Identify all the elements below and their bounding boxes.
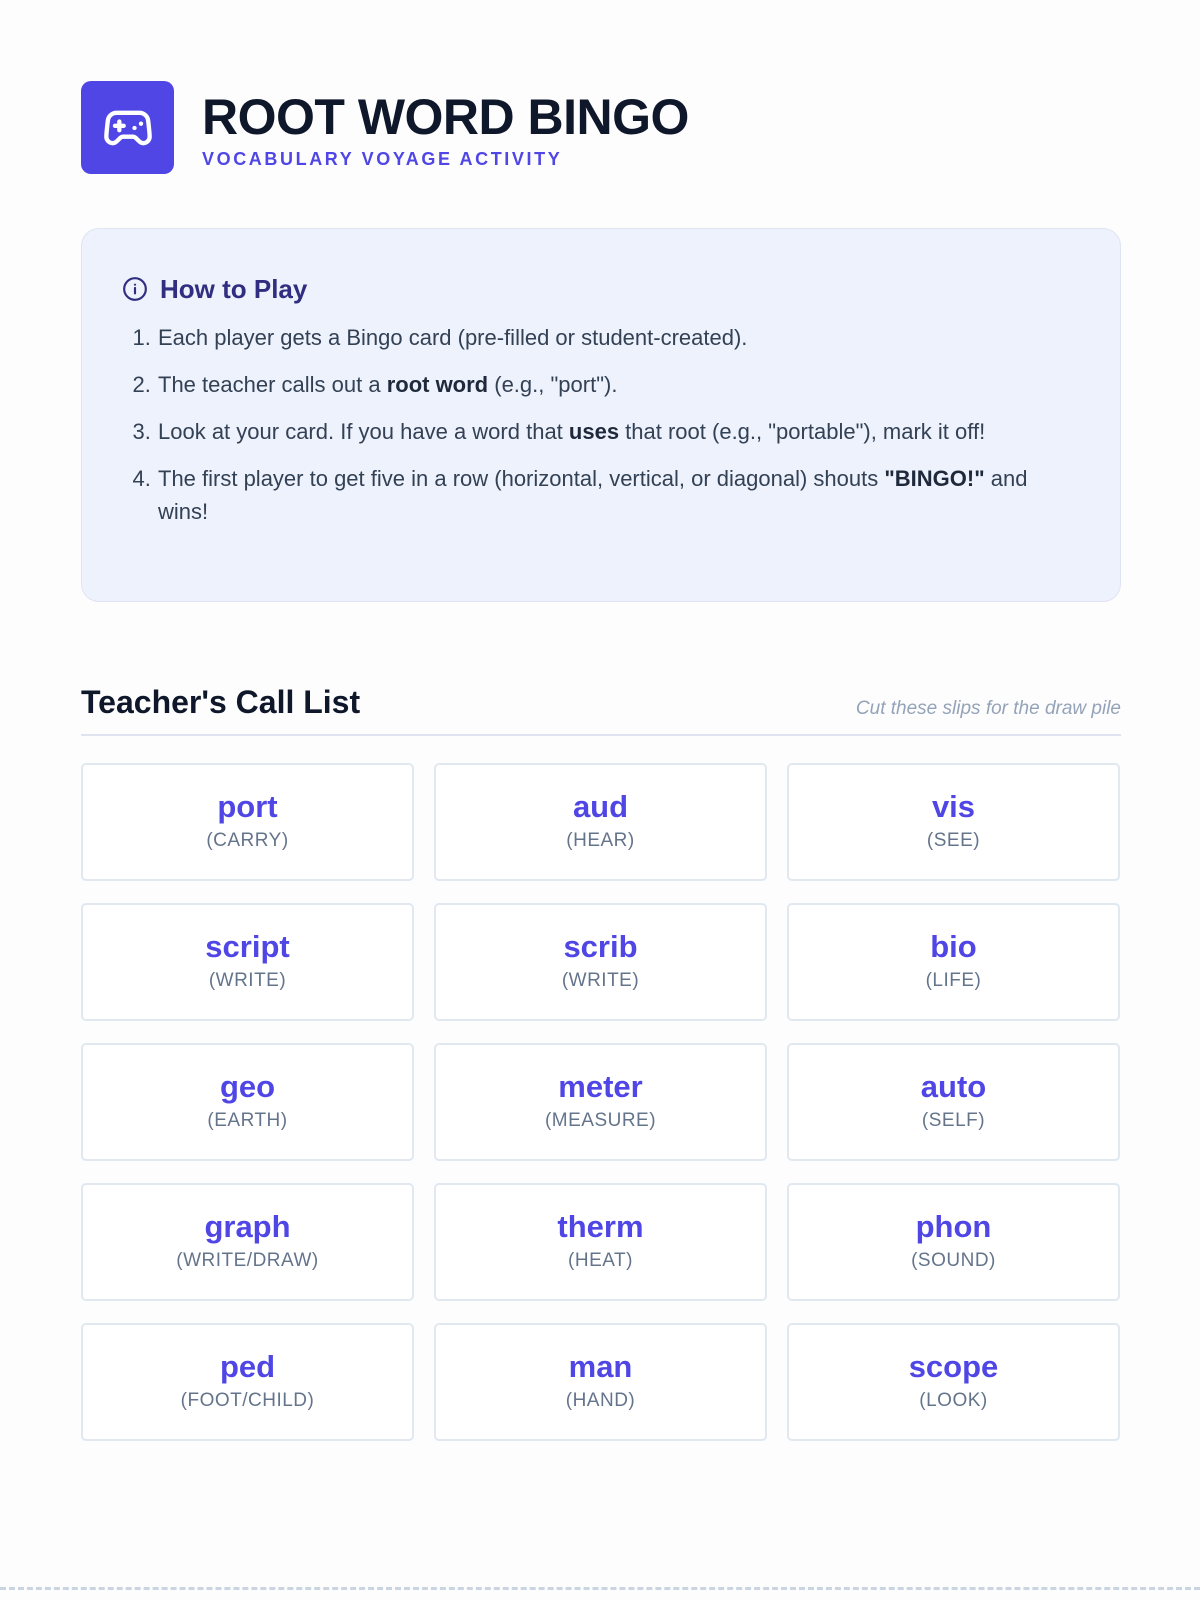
slip-meaning: (LIFE) bbox=[925, 969, 982, 991]
call-list-title: Teacher's Call List bbox=[81, 684, 361, 720]
call-list-header bbox=[81, 670, 1121, 736]
call-slip bbox=[787, 763, 1120, 881]
page-title: ROOT WORD BINGO bbox=[202, 88, 689, 145]
call-list-note: Cut these slips for the draw pile bbox=[855, 698, 1121, 719]
call-slip bbox=[787, 903, 1120, 1021]
call-slip bbox=[81, 903, 414, 1021]
slip-meaning: (SEE) bbox=[926, 829, 981, 851]
page-subtitle: VOCABULARY VOYAGE ACTIVITY bbox=[202, 148, 563, 169]
how-to-play-panel bbox=[81, 228, 1121, 602]
rules-list bbox=[122, 321, 1080, 528]
call-slip bbox=[81, 1323, 414, 1441]
rule-item: 3. Look at your card. If you have a word that uses that root (e.g., "portable"), mark it off! bbox=[157, 415, 1080, 448]
slip-meaning: (HEAR) bbox=[566, 829, 635, 851]
slip-root: auto bbox=[920, 1068, 987, 1104]
call-slip bbox=[81, 763, 414, 881]
call-slip bbox=[81, 1183, 414, 1301]
slip-root: graph bbox=[204, 1208, 291, 1244]
slip-root: therm bbox=[557, 1208, 644, 1244]
slip-meaning: (WRITE) bbox=[208, 969, 287, 991]
slip-root: vis bbox=[931, 788, 976, 824]
call-slip bbox=[434, 763, 767, 881]
call-slip-grid bbox=[81, 763, 1121, 1441]
page bbox=[81, 81, 1121, 1441]
slip-root: meter bbox=[558, 1068, 643, 1104]
slip-meaning: (WRITE/DRAW) bbox=[176, 1249, 319, 1271]
slip-meaning: (LOOK) bbox=[919, 1389, 988, 1411]
slip-meaning: (SELF) bbox=[921, 1109, 986, 1131]
slip-meaning: (HEAT) bbox=[568, 1249, 633, 1271]
slip-meaning: (CARRY) bbox=[206, 829, 289, 851]
slip-root: aud bbox=[572, 788, 629, 824]
rule-item: 4. The first player to get five in a row (horizontal, vertical, or diagonal) shouts "BINGO!" and wins! bbox=[157, 462, 1080, 528]
slip-root: ped bbox=[219, 1348, 276, 1384]
slip-meaning: (HAND) bbox=[565, 1389, 636, 1411]
slip-root: bio bbox=[930, 928, 977, 964]
slip-meaning: (WRITE) bbox=[561, 969, 640, 991]
header bbox=[81, 81, 1121, 174]
how-to-play-header bbox=[122, 273, 1080, 305]
call-slip bbox=[81, 1043, 414, 1161]
slip-root: geo bbox=[219, 1068, 276, 1104]
slip-root: man bbox=[568, 1348, 633, 1384]
call-slip bbox=[434, 1043, 767, 1161]
title-block bbox=[202, 87, 689, 169]
rule-item: 1. Each player gets a Bingo card (pre-filled or student-created). bbox=[157, 321, 1080, 354]
cut-line-divider bbox=[0, 1587, 1200, 1590]
slip-root: scrib bbox=[563, 928, 638, 964]
slip-meaning: (EARTH) bbox=[207, 1109, 288, 1131]
slip-root: phon bbox=[915, 1208, 992, 1244]
how-to-play-title: How to Play bbox=[160, 273, 308, 304]
slip-meaning: (FOOT/CHILD) bbox=[180, 1389, 315, 1411]
slip-root: script bbox=[205, 928, 290, 964]
call-slip bbox=[434, 1183, 767, 1301]
call-slip bbox=[434, 903, 767, 1021]
logo bbox=[81, 81, 174, 174]
slip-root: port bbox=[217, 788, 278, 824]
slip-meaning: (MEASURE) bbox=[544, 1109, 657, 1131]
slip-meaning: (SOUND) bbox=[911, 1249, 996, 1271]
call-slip bbox=[787, 1183, 1120, 1301]
rule-item: 2. The teacher calls out a root word (e.g., "port"). bbox=[157, 368, 1080, 401]
call-slip bbox=[787, 1323, 1120, 1441]
info-icon bbox=[122, 276, 148, 302]
call-slip bbox=[787, 1043, 1120, 1161]
gamepad-icon bbox=[102, 102, 154, 154]
call-slip bbox=[434, 1323, 767, 1441]
slip-root: scope bbox=[908, 1348, 999, 1384]
